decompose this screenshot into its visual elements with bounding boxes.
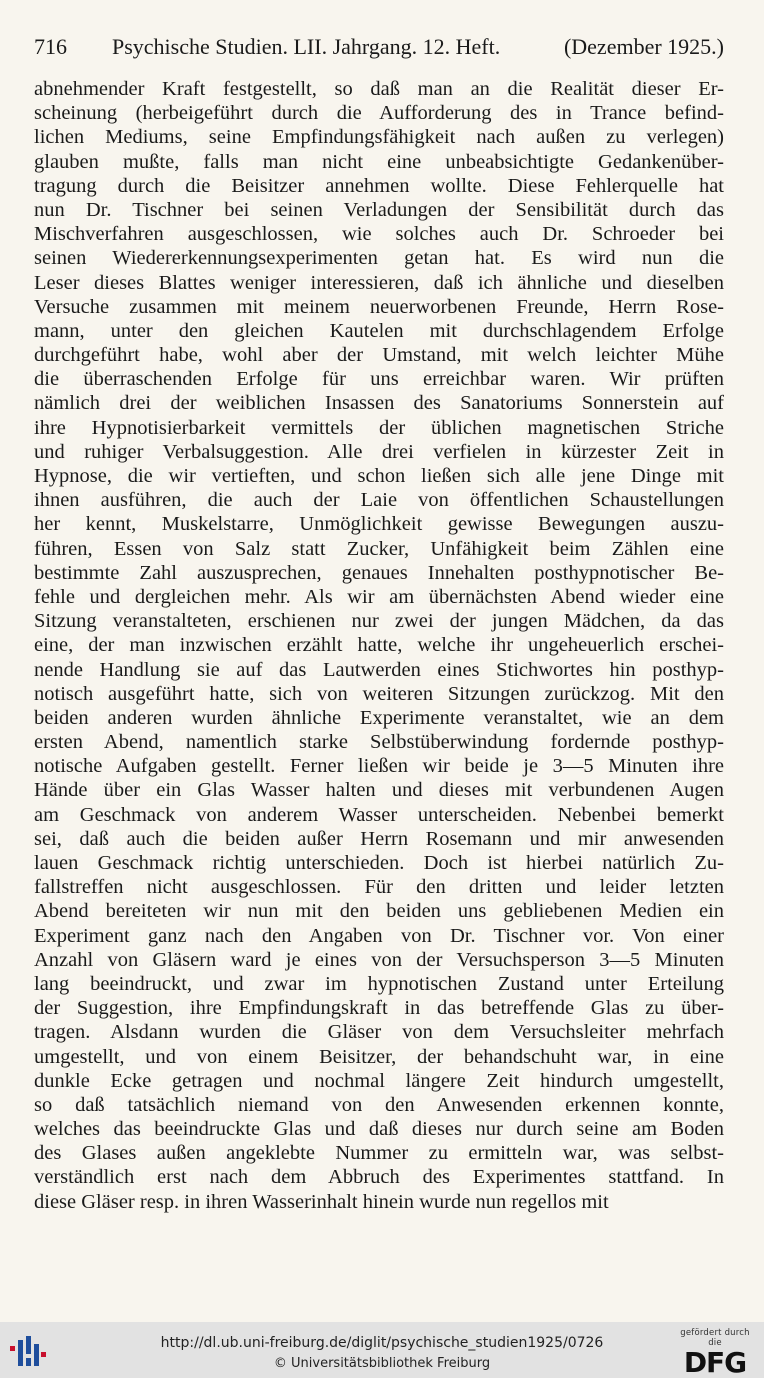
text-line: glauben mußte, falls man nicht eine unbeabsichtigte Gedankenüber- [34,150,724,173]
text-line: fehle und dergleichen mehr. Als wir am übernächsten Abend wieder eine [34,585,724,608]
text-line: sei, daß auch die beiden außer Herrn Rosemann und mir anwesenden [34,827,724,850]
text-line: Abend bereiteten wir nun mit den beiden uns gebliebenen Medien ein [34,900,724,923]
text-line: und ruhiger Verbalsuggestion. Alle drei verfielen in kürzester Zeit in [34,440,724,463]
text-line: nämlich drei der weiblichen Insassen des Sanatoriums Sonnerstein auf [34,392,724,415]
text-line: welches das beeindruckte Glas und daß dieses nur durch seine am Boden [34,1118,724,1141]
text-line: umgestellt, und von einem Beisitzer, der behandschuht war, in eine [34,1045,724,1068]
text-line: ersten Abend, namentlich starke Selbstüberwindung fordernde posthyp- [34,731,724,754]
text-line: notische Aufgaben gestellt. Ferner ließen wir beide je 3—5 Minuten ihre [34,755,724,778]
text-line: so daß tatsächlich niemand von den Anwesenden erkennen konnte, [34,1093,724,1116]
page-header [34,34,724,68]
text-line: abnehmender Kraft festgestellt, so daß man an die Realität dieser Er- [34,78,724,100]
text-line: mann, unter den gleichen Kautelen mit durchschlagendem Erfolge [34,319,724,342]
text-line: die überraschenden Erfolge für uns erreichbar waren. Wir prüften [34,368,724,391]
text-line: Versuche zusammen mit meinem neuerworbenen Freunde, Herrn Rose- [34,295,724,318]
page-number: 716 [34,34,67,59]
text-line: führen, Essen von Salz statt Zucker, Unfähigkeit beim Zählen eine [34,537,724,560]
text-line: dunkle Ecke getragen und nochmal längere Zeit hindurch umgestellt, [34,1069,724,1092]
text-line: lichen Mediums, seine Empfindungsfähigkeit nach außen zu verlegen) [34,126,724,149]
text-line: bestimmte Zahl auszusprechen, genaues Innehalten posthypnotischer Be- [34,561,724,584]
text-line: des Glases außen angeklebte Nummer zu ermitteln war, was selbst- [34,1142,724,1165]
text-line: nende Handlung sie auf das Lautwerden eines Stichwortes hin posthyp- [34,658,724,681]
text-line: ihre Hypnotisierbarkeit vermittels der üblichen magnetischen Striche [34,416,724,439]
text-line: Anzahl von Gläsern ward je eines von der Versuchsperson 3—5 Minuten [34,948,724,971]
text-line: ihnen ausführen, die auch der Laie von öffentlichen Schaustellungen [34,489,724,512]
viewer-footer [0,1322,764,1378]
text-line: Mischverfahren ausgeschlossen, wie solches auch Dr. Schroeder bei [34,223,724,246]
funding-note: gefördert durch die [680,1328,750,1348]
text-line: her kennt, Muskelstarre, Unmöglichkeit gewisse Bewegungen auszu- [34,513,724,536]
text-line: tragung durch die Beisitzer annehmen wollte. Diese Fehlerquelle hat [34,174,724,197]
text-line: beiden anderen wurden ähnliche Experimente veranstaltet, wie an dem [34,706,724,729]
text-line: Hypnose, die wir vertieften, und schon ließen sich alle jene Dinge mit [34,465,724,487]
dfg-logo[interactable] [674,1328,756,1379]
text-line: Experiment ganz nach den Angaben von Dr. Tischner vor. Von einer [34,924,724,947]
running-head: Psychische Studien. LII. Jahrgang. 12. Heft. [112,34,501,59]
text-line: am Geschmack von anderem Wasser unterscheiden. Nebenbei bemerkt [34,803,724,826]
source-url-link[interactable]: http://dl.ub.uni-freiburg.de/diglit/psychische_studien1925/0726 [160,1335,604,1351]
text-line: lang beeindruckt, und zwar im hypnotischen Zustand unter Erteilung [34,972,724,995]
text-line: notisch ausgeführt hatte, sich von weiteren Sitzungen zurückzog. Mit den [34,682,724,705]
body-text [34,77,724,1214]
text-line: Hände über ein Glas Wasser halten und dieses mit verbundenen Augen [34,779,724,802]
text-line: seinen Wiedererkennungsexperimenten getan hat. Es wird nun die [34,247,724,270]
text-line: durchgeführt habe, wohl aber der Umstand, mit welch leichter Mühe [34,344,724,367]
text-line: Sitzung veranstalteten, erschienen nur zwei der jungen Mädchen, da das [34,610,724,633]
text-line: der Suggestion, ihre Empfindungskraft in das betreffende Glas zu über- [34,997,724,1020]
dfg-logo-text: DFG [683,1346,747,1379]
text-line: nun Dr. Tischner bei seinen Verladungen der Sensibilität durch das [34,198,724,221]
text-line: Leser dieses Blattes weniger interessieren, daß ich ähnliche und dieselben [34,271,724,294]
text-line: verständlich erst nach dem Abbruch des Experimentes stattfand. In [34,1166,724,1189]
text-line: tragen. Alsdann wurden die Gläser von dem Versuchsleiter mehrfach [34,1021,724,1044]
text-line: fallstreffen nicht ausgeschlossen. Für den dritten und leider letzten [34,876,724,899]
issue-date: (Dezember 1925.) [563,34,724,59]
text-line: lauen Geschmack richtig unterschieden. Doch ist hierbei natürlich Zu- [34,852,724,874]
text-line: diese Gläser resp. in ihren Wasserinhalt hinein wurde nun regellos mit [34,1190,609,1213]
copyright-text: © Universitätsbibliothek Freiburg [273,1356,491,1371]
text-line: eine, der man inzwischen erzählt hatte, welche ihr ungeheuerlich erschei- [34,634,724,657]
text-line: scheinung (herbeigeführt durch die Aufforderung des in Trance befind- [34,102,724,125]
